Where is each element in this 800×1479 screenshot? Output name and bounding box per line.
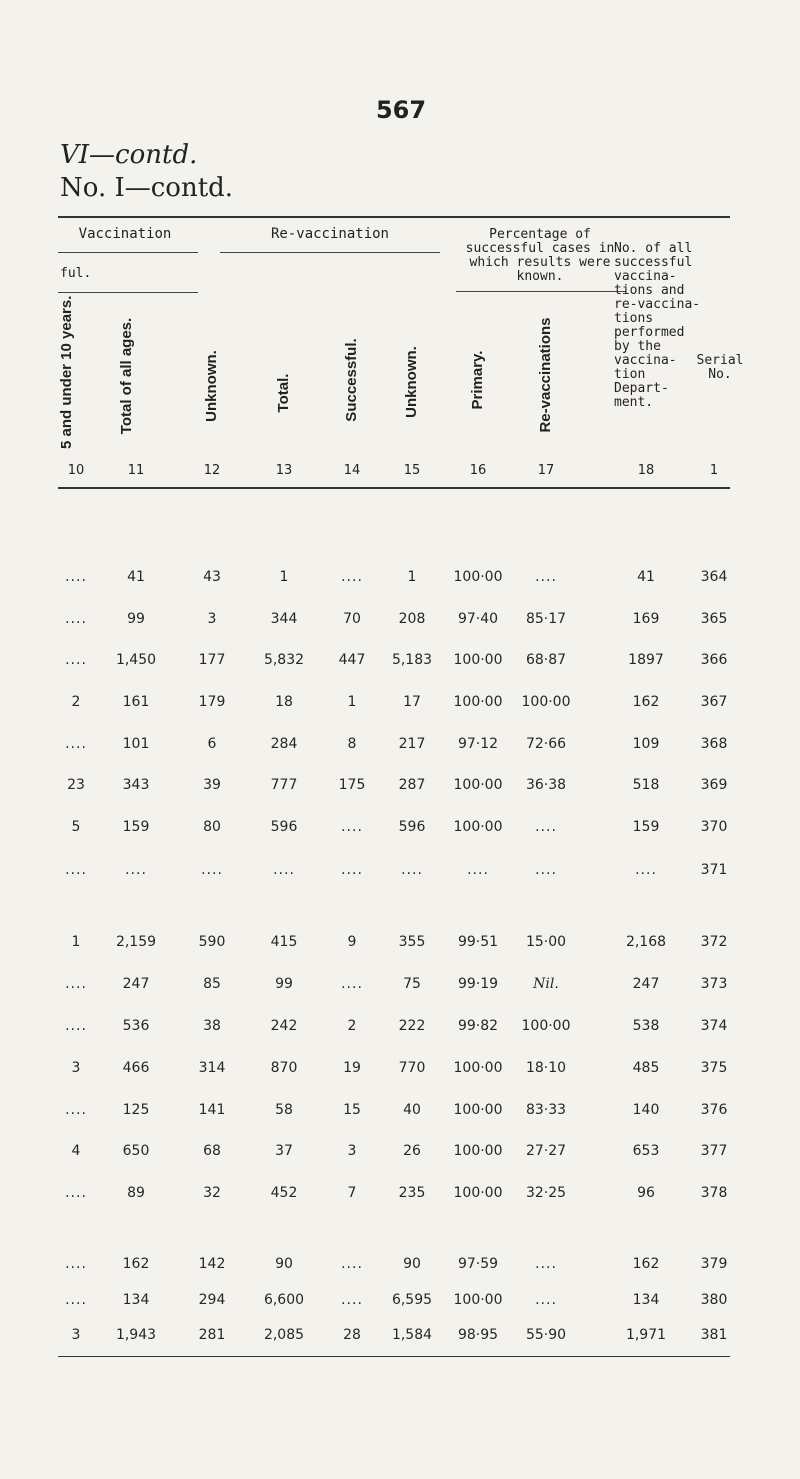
table-row [0,650,800,670]
cell-5-under-10: 4 [71,1143,81,1159]
cell-serial-no: 369 [700,777,728,793]
cell-revacc-pct: 72·66 [525,736,567,752]
cell-revacc-successful: 19 [343,1060,361,1076]
cell-serial-no: 365 [700,611,728,627]
cell-serial-no: 373 [700,976,728,992]
table-row [0,1254,800,1274]
cell-unknown-vacc: 32 [203,1185,221,1201]
cell-total-all-ages: 99 [127,611,145,627]
table-row [0,1058,800,1078]
cell-revacc-unknown: 26 [403,1143,421,1159]
cell-revacc-unknown: 770 [398,1060,426,1076]
cell-revacc-successful: .... [341,862,363,878]
cell-total-all-ages: 536 [122,1018,150,1034]
cell-unknown-vacc: 177 [198,652,226,668]
col-label-successful: Successful. [343,338,360,422]
cell-primary-pct: 100·00 [453,819,503,835]
cell-serial-no: 364 [700,569,728,585]
bottom-rule [58,1356,730,1357]
cell-serial-no: 377 [700,1143,728,1159]
cell-total-all-ages: 650 [122,1143,150,1159]
cell-5-under-10: .... [65,611,87,627]
cell-primary-pct: 100·00 [453,1143,503,1159]
table-row [0,974,800,994]
cell-serial-no: 368 [700,736,728,752]
cell-revacc-total: 2,085 [263,1327,305,1343]
table-row [0,817,800,837]
col-number-12: 12 [203,463,221,478]
top-rule [58,216,730,218]
cell-5-under-10: 3 [71,1060,81,1076]
cell-unknown-vacc: 314 [198,1060,226,1076]
cell-no-all-successful: 140 [632,1102,660,1118]
cell-revacc-successful: 15 [343,1102,361,1118]
cell-5-under-10: .... [65,976,87,992]
col-label-unknown-2: Unknown. [403,346,420,418]
header-bottom-rule [58,487,730,489]
cell-revacc-pct: 100·00 [521,694,571,710]
cell-serial-no: 370 [700,819,728,835]
cell-revacc-successful: 175 [338,777,366,793]
cell-revacc-unknown: 75 [403,976,421,992]
col-number-13: 13 [275,463,293,478]
table-row [0,1141,800,1161]
cell-unknown-vacc: .... [201,862,223,878]
cell-revacc-unknown: 208 [398,611,426,627]
cell-revacc-unknown: 40 [403,1102,421,1118]
cell-revacc-successful: .... [341,1256,363,1272]
cell-serial-no: 375 [700,1060,728,1076]
cell-revacc-successful: .... [341,819,363,835]
vaccination-group-title: Vaccination [78,226,172,242]
table-row [0,609,800,629]
cell-primary-pct: 99·82 [457,1018,499,1034]
cell-unknown-vacc: 294 [198,1292,226,1308]
cell-revacc-total: 6,600 [263,1292,305,1308]
cell-no-all-successful: 96 [637,1185,655,1201]
cell-serial-no: 367 [700,694,728,710]
cell-revacc-total: 777 [270,777,298,793]
cell-total-all-ages: 41 [127,569,145,585]
cell-revacc-successful: 447 [338,652,366,668]
cell-unknown-vacc: 38 [203,1018,221,1034]
page-title-line-2: No. I—contd. [60,173,234,203]
cell-unknown-vacc: 68 [203,1143,221,1159]
cell-serial-no: 372 [700,934,728,950]
cell-no-all-successful: 485 [632,1060,660,1076]
vaccination-subtitle: ful. [60,266,92,281]
cell-total-all-ages: 466 [122,1060,150,1076]
cell-primary-pct: 100·00 [453,1185,503,1201]
vaccination-group-rule [58,252,198,253]
cell-revacc-unknown: 90 [403,1256,421,1272]
col-number-18: 18 [637,463,655,478]
cell-revacc-successful: .... [341,1292,363,1308]
cell-revacc-successful: 1 [347,694,357,710]
cell-revacc-unknown: 235 [398,1185,426,1201]
cell-5-under-10: .... [65,736,87,752]
cell-revacc-total: 58 [275,1102,293,1118]
cell-revacc-successful: 3 [347,1143,357,1159]
col-label-5-under-10: 5 and under 10 years. [58,295,75,449]
table-row [0,1016,800,1036]
cell-revacc-unknown: 17 [403,694,421,710]
cell-5-under-10: .... [65,1102,87,1118]
page-number: 567 [375,96,427,124]
cell-5-under-10: .... [65,1018,87,1034]
cell-serial-no: 378 [700,1185,728,1201]
cell-no-all-successful: 109 [632,736,660,752]
table-row [0,1290,800,1310]
serial-no-header: Serial No. [696,353,744,382]
cell-unknown-vacc: 80 [203,819,221,835]
table-row [0,1183,800,1203]
cell-revacc-successful: .... [341,569,363,585]
cell-revacc-pct: 83·33 [525,1102,567,1118]
cell-primary-pct: 100·00 [453,694,503,710]
no-all-successful-header: No. of all successful vaccina- tions and re-vaccina- tions performed by the vaccina- tion Depart- ment. [614,241,701,410]
col-number-10: 10 [67,463,85,478]
cell-revacc-unknown: 596 [398,819,426,835]
cell-5-under-10: 23 [67,777,85,793]
cell-primary-pct: 100·00 [453,777,503,793]
cell-revacc-pct: 100·00 [521,1018,571,1034]
cell-total-all-ages: 343 [122,777,150,793]
cell-no-all-successful: 538 [632,1018,660,1034]
cell-revacc-successful: 2 [347,1018,357,1034]
cell-total-all-ages: 134 [122,1292,150,1308]
col-label-total-all-ages: Total of all ages. [118,317,135,435]
col-number-15: 15 [403,463,421,478]
cell-no-all-successful: 169 [632,611,660,627]
table-row [0,692,800,712]
cell-primary-pct: 99·19 [457,976,499,992]
cell-revacc-total: 596 [270,819,298,835]
cell-5-under-10: .... [65,862,87,878]
cell-primary-pct: 97·40 [457,611,499,627]
cell-no-all-successful: 159 [632,819,660,835]
page-title-line-1: VI—contd. [60,140,198,170]
col-label-total: Total. [275,373,292,413]
cell-total-all-ages: 125 [122,1102,150,1118]
cell-5-under-10: .... [65,1185,87,1201]
cell-primary-pct: 100·00 [453,569,503,585]
table-row [0,775,800,795]
cell-no-all-successful: 1,971 [625,1327,667,1343]
cell-primary-pct: 99·51 [457,934,499,950]
cell-no-all-successful: 247 [632,976,660,992]
cell-revacc-total: 90 [275,1256,293,1272]
cell-serial-no: 380 [700,1292,728,1308]
cell-revacc-pct: .... [535,819,557,835]
cell-revacc-total: 18 [275,694,293,710]
cell-5-under-10: .... [65,1256,87,1272]
cell-revacc-total: 99 [275,976,293,992]
cell-unknown-vacc: 281 [198,1327,226,1343]
cell-5-under-10: 2 [71,694,81,710]
cell-serial-no: 381 [700,1327,728,1343]
cell-no-all-successful: 518 [632,777,660,793]
cell-revacc-successful: 9 [347,934,357,950]
cell-serial-no: 374 [700,1018,728,1034]
vaccination-sub-rule [58,292,198,293]
cell-serial-no: 379 [700,1256,728,1272]
cell-primary-pct: 100·00 [453,1102,503,1118]
cell-revacc-pct: .... [535,1256,557,1272]
cell-revacc-total: 37 [275,1143,293,1159]
cell-revacc-unknown: .... [401,862,423,878]
cell-unknown-vacc: 590 [198,934,226,950]
cell-unknown-vacc: 142 [198,1256,226,1272]
cell-serial-no: 366 [700,652,728,668]
cell-5-under-10: .... [65,569,87,585]
cell-revacc-pct: 68·87 [525,652,567,668]
cell-total-all-ages: 1,450 [115,652,157,668]
cell-revacc-pct: 36·38 [525,777,567,793]
cell-primary-pct: 98·95 [457,1327,499,1343]
col-number-14: 14 [343,463,361,478]
cell-total-all-ages: 247 [122,976,150,992]
revaccination-group-rule [220,252,440,253]
cell-revacc-pct: 55·90 [525,1327,567,1343]
cell-no-all-successful: 134 [632,1292,660,1308]
col-number-17: 17 [537,463,555,478]
cell-revacc-successful: 28 [343,1327,361,1343]
cell-unknown-vacc: 85 [203,976,221,992]
cell-no-all-successful: 162 [632,694,660,710]
cell-serial-no: 371 [700,862,728,878]
table-row [0,734,800,754]
cell-5-under-10: 1 [71,934,81,950]
cell-revacc-pct: Nil. [533,976,559,992]
cell-primary-pct: .... [467,862,489,878]
cell-revacc-total: 415 [270,934,298,950]
cell-primary-pct: 100·00 [453,1292,503,1308]
table-row [0,1100,800,1120]
cell-total-all-ages: 1,943 [115,1327,157,1343]
cell-primary-pct: 97·12 [457,736,499,752]
col-number-16: 16 [469,463,487,478]
table-row [0,932,800,952]
cell-unknown-vacc: 6 [207,736,217,752]
cell-total-all-ages: .... [125,862,147,878]
cell-primary-pct: 100·00 [453,652,503,668]
cell-revacc-total: .... [273,862,295,878]
cell-revacc-pct: 15·00 [525,934,567,950]
cell-5-under-10: .... [65,652,87,668]
cell-primary-pct: 100·00 [453,1060,503,1076]
cell-primary-pct: 97·59 [457,1256,499,1272]
cell-no-all-successful: 162 [632,1256,660,1272]
cell-revacc-total: 242 [270,1018,298,1034]
cell-revacc-total: 344 [270,611,298,627]
cell-revacc-pct: .... [535,569,557,585]
cell-revacc-successful: 8 [347,736,357,752]
col-label-primary: Primary. [469,350,486,410]
col-number-11: 11 [127,463,145,478]
cell-revacc-total: 284 [270,736,298,752]
cell-revacc-successful: .... [341,976,363,992]
cell-no-all-successful: 653 [632,1143,660,1159]
percentage-group-title: Percentage of successful cases in which results were known. [465,227,615,284]
col-number-1: 1 [709,463,719,478]
revaccination-group-title: Re-vaccination [270,226,389,242]
cell-5-under-10: 3 [71,1327,81,1343]
cell-total-all-ages: 2,159 [115,934,157,950]
cell-revacc-pct: .... [535,1292,557,1308]
table-row [0,860,800,880]
cell-total-all-ages: 101 [122,736,150,752]
col-label-unknown-1: Unknown. [203,350,220,422]
cell-unknown-vacc: 179 [198,694,226,710]
cell-no-all-successful: 41 [637,569,655,585]
cell-5-under-10: .... [65,1292,87,1308]
table-row [0,567,800,587]
cell-revacc-pct: .... [535,862,557,878]
cell-revacc-successful: 70 [343,611,361,627]
cell-revacc-total: 870 [270,1060,298,1076]
cell-total-all-ages: 162 [122,1256,150,1272]
cell-revacc-unknown: 222 [398,1018,426,1034]
cell-revacc-total: 1 [279,569,289,585]
cell-revacc-unknown: 355 [398,934,426,950]
cell-no-all-successful: .... [635,862,657,878]
cell-unknown-vacc: 141 [198,1102,226,1118]
cell-total-all-ages: 159 [122,819,150,835]
cell-revacc-successful: 7 [347,1185,357,1201]
cell-no-all-successful: 2,168 [625,934,667,950]
cell-revacc-unknown: 287 [398,777,426,793]
col-label-revaccinations: Re-vaccinations [537,317,554,433]
cell-revacc-unknown: 5,183 [391,652,433,668]
cell-unknown-vacc: 43 [203,569,221,585]
cell-revacc-pct: 18·10 [525,1060,567,1076]
cell-unknown-vacc: 39 [203,777,221,793]
cell-revacc-unknown: 1 [407,569,417,585]
cell-no-all-successful: 1897 [628,652,664,668]
cell-revacc-total: 452 [270,1185,298,1201]
cell-revacc-unknown: 6,595 [391,1292,433,1308]
cell-unknown-vacc: 3 [207,611,217,627]
cell-revacc-pct: 85·17 [525,611,567,627]
cell-5-under-10: 5 [71,819,81,835]
cell-revacc-total: 5,832 [263,652,305,668]
table-row [0,1325,800,1345]
cell-total-all-ages: 89 [127,1185,145,1201]
cell-revacc-unknown: 217 [398,736,426,752]
cell-serial-no: 376 [700,1102,728,1118]
cell-revacc-pct: 32·25 [525,1185,567,1201]
cell-total-all-ages: 161 [122,694,150,710]
cell-revacc-pct: 27·27 [525,1143,567,1159]
cell-revacc-unknown: 1,584 [391,1327,433,1343]
